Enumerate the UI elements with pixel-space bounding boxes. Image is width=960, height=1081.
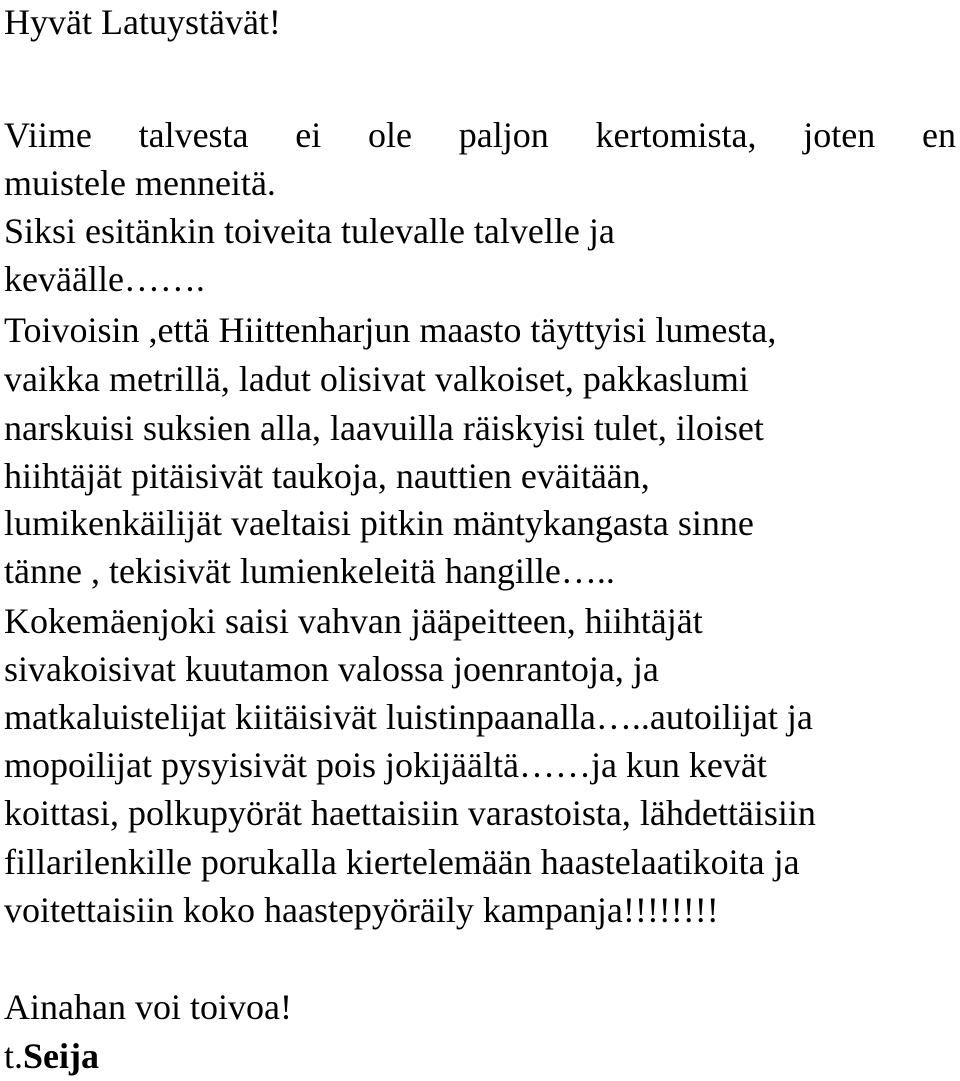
closing-line: Ainahan voi toivoa! bbox=[4, 987, 292, 1027]
body-line-3: Siksi esitänkin toiveita tulevalle talvelle ja bbox=[4, 211, 615, 251]
body-line-5: Toivoisin ,että Hiittenharjun maasto täyttyisi lumesta, bbox=[4, 310, 777, 350]
body-line-17: voitettaisiin koko haastepyöräily kampanja!!!!!!!! bbox=[4, 890, 719, 930]
body-line-7: narskuisi suksien alla, laavuilla räiskyisi tulet, iloiset bbox=[4, 408, 764, 448]
body-line-6: vaikka metrillä, ladut olisivat valkoiset, pakkaslumi bbox=[4, 359, 749, 399]
signature-prefix: t. bbox=[4, 1036, 24, 1076]
signature-name: Seija bbox=[23, 1036, 100, 1076]
body-line-4: keväälle……. bbox=[4, 259, 205, 299]
body-line-1: Viime talvesta ei ole paljon kertomista, joten en bbox=[4, 115, 956, 155]
body-line-2: muistele menneitä. bbox=[4, 163, 276, 203]
body-line-15: koittasi, polkupyörät haettaisiin varastoista, lähdettäisiin bbox=[4, 793, 816, 833]
body-line-12: sivakoisivat kuutamon valossa joenrantoja, ja bbox=[4, 649, 659, 689]
greeting-heading: Hyvät Latuystävät! bbox=[4, 2, 281, 42]
signature bbox=[4, 1032, 99, 1080]
body-line-11: Kokemäenjoki saisi vahvan jääpeitteen, hiihtäjät bbox=[4, 601, 703, 641]
body-line-8: hiihtäjät pitäisivät taukoja, nauttien eväitään, bbox=[4, 456, 650, 496]
body-line-10: tänne , tekisivät lumienkeleitä hangille….. bbox=[4, 551, 615, 591]
body-line-13: matkaluistelijat kiitäisivät luistinpaanalla…..autoilijat ja bbox=[4, 697, 813, 737]
body-line-14: mopoilijat pysyisivät pois jokijäältä……ja kun kevät bbox=[4, 745, 767, 785]
body-line-16: fillarilenkille porukalla kiertelemään haastelaatikoita ja bbox=[4, 842, 800, 882]
body-line-9: lumikenkäilijät vaeltaisi pitkin mäntykangasta sinne bbox=[4, 503, 754, 543]
